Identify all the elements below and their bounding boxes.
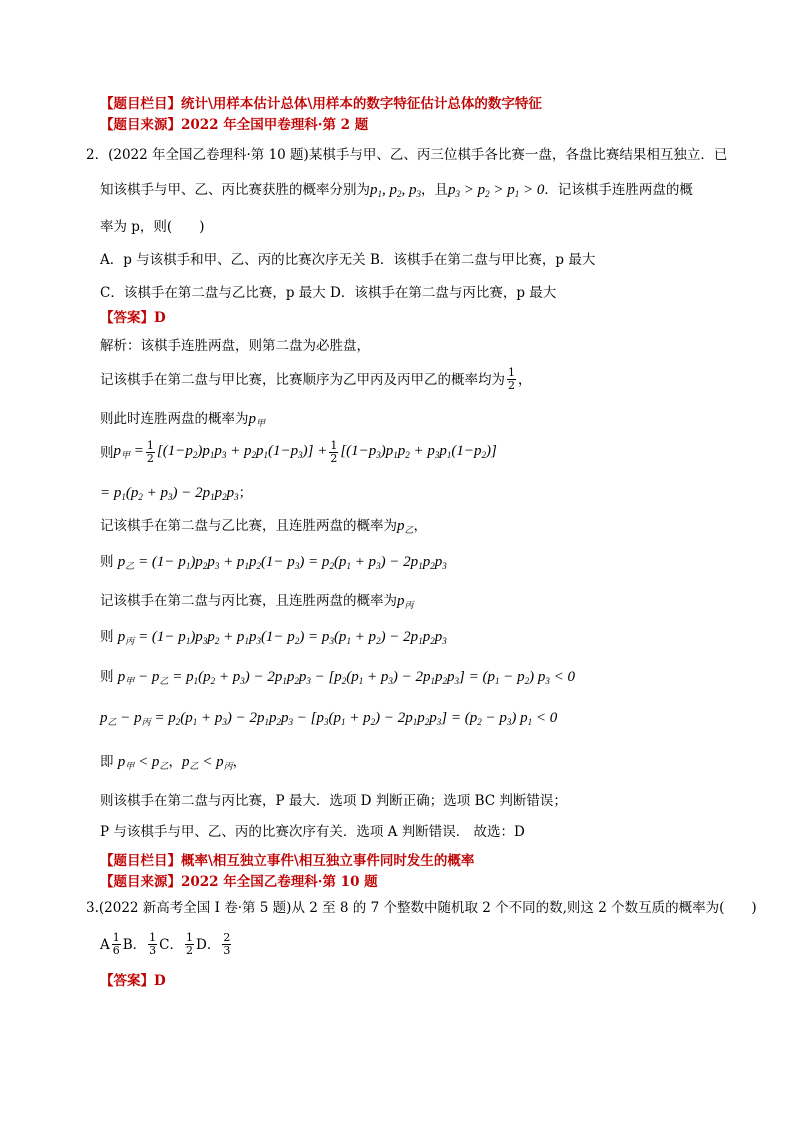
q1-topic: 【题目栏目】统计\用样本估计总体\用样本的数字特征估计总体的数字特征 xyxy=(100,96,542,112)
q2-analysis-7: P 与该棋手与甲、乙、丙的比赛次序有关．选项 A 判断错误． 故选：D xyxy=(100,824,525,840)
q1-source: 【题目来源】2022 年全国甲卷理科·第 2 题 xyxy=(100,117,369,133)
q2-eq-ineq: 即 $p_甲 < p_乙$，$p_乙 < p_丙$， xyxy=(100,754,247,771)
q2-stem-line1: 2．(2022 年全国乙卷理科·第 10 题)某棋手与甲、乙、丙三位棋手各比赛一盘，各盘比赛结果相互独立．已 xyxy=(86,147,728,163)
q3-stem: 3.(2022 新高考全国 I 卷·第 5 题)从 2 至 8 的 7 个整数中随机取 2 个不同的数,则这 2 个数互质的概率为( ) xyxy=(86,900,757,916)
q2-analysis-4: 记该棋手在第二盘与乙比赛，且连胜两盘的概率为$p_乙$， xyxy=(100,518,428,535)
q2-answer: 【答案】D xyxy=(100,310,166,326)
q2-stem-line2: 知该棋手与甲、乙、丙比赛获胜的概率分别为$p_1$, $p_2$, $p_3$，且$p_3 > p_2 > p_1 > 0$．记该棋手连胜两盘的概 xyxy=(100,182,693,199)
q2-stem-line3: 率为 p，则( ) xyxy=(100,219,205,235)
q2-analysis-2: 记该棋手在第二盘与甲比赛，比赛顺序为乙甲丙及丙甲乙的概率均为 $\frac{1}{2}$ ， xyxy=(100,366,532,392)
q2-topic: 【题目栏目】概率\相互独立事件\相互独立事件同时发生的概率 xyxy=(100,853,475,869)
q2-eq-p-jia-2: = $p_1(p_2 + p_3) - 2p_1p_2p_3$； xyxy=(100,485,253,502)
q2-analysis-5: 记该棋手在第二盘与丙比赛，且连胜两盘的概率为$p_丙$ xyxy=(100,593,414,610)
q2-options-cd: C．该棋手在第二盘与乙比赛，p 最大 D．该棋手在第二盘与丙比赛，p 最大 xyxy=(100,285,557,301)
q2-eq-p-bing: 则 $p_丙 = (1- p_1)p_3p_2 + p_1p_3(1- p_2) = p_3(p_1 + p_2) - 2p_1p_2p_3$ xyxy=(100,629,447,646)
q2-eq-p-jia: 则 $p_甲$ = $\frac{1}{2}$ $[(1-p_2)p_1p_3 + p_2p_1(1-p_3)]$ + $\frac{1}{2}$ $[(1-p_3)p_1p_2 + p_3p_1(1-p_2)]$ xyxy=(100,439,497,465)
q2-options-ab: A．p 与该棋手和甲、乙、丙的比赛次序无关 B．该棋手在第二盘与甲比赛，p 最大 xyxy=(100,252,596,268)
q2-analysis-6: 则该棋手在第二盘与丙比赛，P 最大．选项 D 判断正确；选项 BC 判断错误； xyxy=(100,793,567,809)
q2-analysis-3: 则此时连胜两盘的概率为$p_甲$ xyxy=(100,411,266,428)
q3-answer: 【答案】D xyxy=(100,973,166,989)
q2-eq-diff-2: $p_乙 - p_丙 = p_2(p_1 + p_3) - 2p_1p_2p_3 - [p_3(p_1 + p_2) - 2p_1p_2p_3] = (p_2 - p_3) p_1 < 0$ xyxy=(100,710,558,727)
q2-analysis-1: 解析：该棋手连胜两盘，则第二盘为必胜盘， xyxy=(100,338,370,354)
q2-source: 【题目来源】2022 年全国乙卷理科·第 10 题 xyxy=(100,874,378,890)
q2-eq-diff-1: 则 $p_甲 - p_乙 = p_1(p_2 + p_3) - 2p_1p_2p_3 - [p_2(p_1 + p_3) - 2p_1p_2p_3] = (p_1 - p_2) p_3 < 0$ xyxy=(100,669,576,686)
q2-eq-p-yi: 则 $p_乙 = (1- p_1)p_2p_3 + p_1p_2(1- p_3) = p_2(p_1 + p_3) - 2p_1p_2p_3$ xyxy=(100,554,447,571)
q3-options: A $\frac{1}{6}$ B． $\frac{1}{3}$ C． $\frac{1}{2}$ D． $\frac{2}{3}$ xyxy=(100,931,231,957)
